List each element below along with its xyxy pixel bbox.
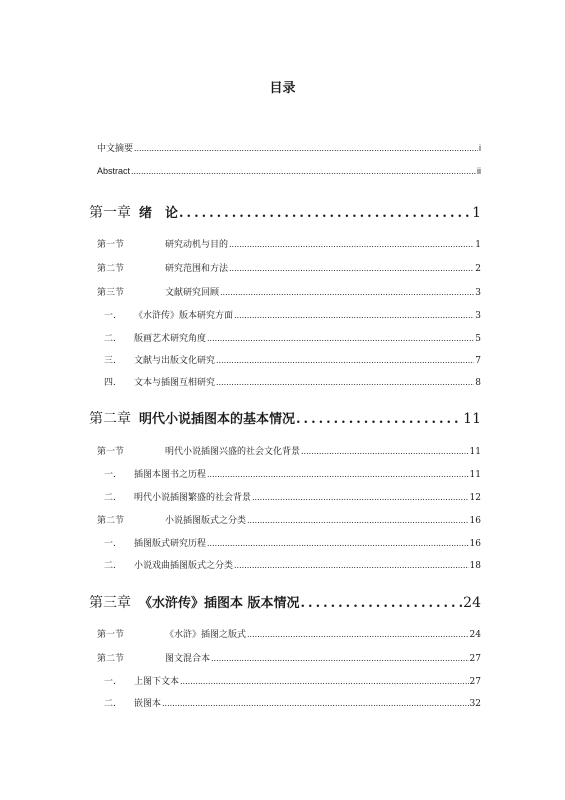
- leader-dots: [301, 595, 463, 611]
- subsection-number: 四.: [104, 378, 116, 388]
- chapter-number: 第三章: [89, 595, 131, 611]
- section-page: 1: [475, 240, 481, 250]
- section-number: 第一节: [97, 630, 125, 640]
- toc-chapter-2[interactable]: [89, 408, 481, 428]
- section-page: 27: [469, 654, 481, 664]
- leader-dots: [301, 447, 469, 457]
- section-title: 研究动机与目的: [165, 240, 229, 250]
- section-number: 第二节: [97, 264, 125, 274]
- section-page: 11: [469, 447, 481, 457]
- leader-dots: [252, 493, 469, 503]
- toc-entry[interactable]: [97, 237, 481, 250]
- toc-entry[interactable]: [104, 308, 481, 321]
- subsection-title: 插图版式研究历程: [134, 539, 207, 549]
- toc-entry-abstract-en[interactable]: [97, 166, 481, 176]
- subsection-page: 5: [475, 334, 481, 344]
- toc-entry[interactable]: [104, 331, 481, 344]
- toc-chapter-1[interactable]: [89, 202, 481, 222]
- section-title: 文献研究回顾: [165, 288, 220, 298]
- chapter-number: 第二章: [89, 411, 131, 427]
- subsection-number: 一.: [104, 539, 116, 549]
- section-title: 小说插图版式之分类: [165, 516, 247, 526]
- toc-entry[interactable]: [104, 536, 481, 549]
- leader-dots: [180, 677, 469, 687]
- toc-entry[interactable]: [104, 490, 481, 503]
- section-number: 第三节: [97, 288, 125, 298]
- subsection-title: 《水浒传》版本研究方面: [134, 311, 234, 321]
- toc-entry-label: 中文摘要: [97, 143, 134, 153]
- subsection-page: 18: [469, 561, 481, 571]
- subsection-page: 32: [469, 699, 481, 709]
- section-title: 研究范围和方法: [165, 264, 229, 274]
- toc-entry[interactable]: [104, 558, 481, 571]
- toc-entry[interactable]: [97, 627, 481, 640]
- leader-dots: [207, 334, 474, 344]
- section-page: 16: [469, 516, 481, 526]
- subsection-number: 二.: [104, 493, 116, 503]
- subsection-title: 小说戏曲插图版式之分类: [134, 561, 234, 571]
- toc-entry[interactable]: [97, 513, 481, 526]
- leader-dots: [207, 539, 469, 549]
- leader-dots: [220, 288, 474, 298]
- toc-entry-page: i: [479, 143, 481, 153]
- leader-dots: [162, 699, 469, 709]
- section-number: 第二节: [97, 654, 125, 664]
- section-page: 3: [475, 288, 481, 298]
- chapter-page: 24: [463, 595, 481, 611]
- section-number: 第一节: [97, 240, 125, 250]
- subsection-number: 一.: [104, 311, 116, 321]
- chapter-page: 11: [463, 411, 481, 427]
- toc-entry[interactable]: [97, 444, 481, 457]
- leader-dots: [131, 166, 476, 176]
- section-page: 2: [475, 264, 481, 274]
- subsection-page: 11: [469, 470, 481, 480]
- toc-entry-abstract-zh[interactable]: [97, 141, 481, 154]
- subsection-title: 插图本图书之历程: [134, 470, 207, 480]
- section-number: 第一节: [97, 447, 125, 457]
- leader-dots: [229, 264, 474, 274]
- subsection-page: 12: [469, 493, 481, 503]
- subsection-title: 文本与插图互相研究: [134, 378, 216, 388]
- chapter-title: 明代小说插图本的基本情况: [139, 412, 296, 427]
- leader-dots: [229, 240, 474, 250]
- subsection-number: 二.: [104, 699, 116, 709]
- subsection-number: 一.: [104, 470, 116, 480]
- toc-entry[interactable]: [104, 467, 481, 480]
- subsection-page: 8: [475, 378, 481, 388]
- toc-entry[interactable]: [104, 696, 481, 709]
- toc-chapter-3[interactable]: [89, 592, 481, 612]
- chapter-page: 1: [472, 205, 481, 221]
- toc-entry-label: Abstract: [97, 166, 131, 176]
- toc-entry[interactable]: [104, 674, 481, 687]
- chapter-number: 第一章: [89, 205, 131, 221]
- toc-entry-page: ii: [477, 166, 481, 176]
- toc-entry[interactable]: [97, 651, 481, 664]
- subsection-page: 16: [469, 539, 481, 549]
- section-number: 第二节: [97, 516, 125, 526]
- subsection-page: 27: [469, 677, 481, 687]
- leader-dots: [211, 654, 469, 664]
- subsection-page: 3: [475, 311, 481, 321]
- leader-dots: [207, 470, 469, 480]
- subsection-number: 三.: [104, 356, 116, 366]
- section-title: 图文混合本: [165, 654, 211, 664]
- subsection-number: 二.: [104, 561, 116, 571]
- subsection-title: 文献与出版文化研究: [134, 356, 216, 366]
- subsection-title: 明代小说插图繁盛的社会背景: [134, 493, 252, 503]
- leader-dots: [247, 630, 469, 640]
- subsection-page: 7: [475, 356, 481, 366]
- subsection-number: 二.: [104, 334, 116, 344]
- toc-entry[interactable]: [104, 375, 481, 388]
- toc-entry[interactable]: [104, 353, 481, 366]
- leader-dots: [234, 561, 469, 571]
- toc-title: 目录: [269, 81, 296, 96]
- toc-entry[interactable]: [97, 261, 481, 274]
- leader-dots: [179, 205, 471, 221]
- leader-dots: [296, 411, 462, 427]
- section-title: 《水浒》插图之版式: [165, 630, 247, 640]
- chapter-title: 《水浒传》插图本 版本情况: [139, 596, 300, 611]
- leader-dots: [134, 143, 478, 153]
- section-title: 明代小说插图兴盛的社会文化背景: [165, 447, 301, 457]
- subsection-number: 一.: [104, 677, 116, 687]
- leader-dots: [216, 356, 474, 366]
- toc-entry[interactable]: [97, 285, 481, 298]
- leader-dots: [216, 378, 474, 388]
- subsection-title: 嵌图本: [134, 699, 162, 709]
- section-page: 24: [469, 630, 481, 640]
- leader-dots: [234, 311, 474, 321]
- subsection-title: 版画艺术研究角度: [134, 334, 207, 344]
- subsection-title: 上图下文本: [134, 677, 180, 687]
- chapter-title: 绪 论: [139, 206, 179, 221]
- leader-dots: [247, 516, 469, 526]
